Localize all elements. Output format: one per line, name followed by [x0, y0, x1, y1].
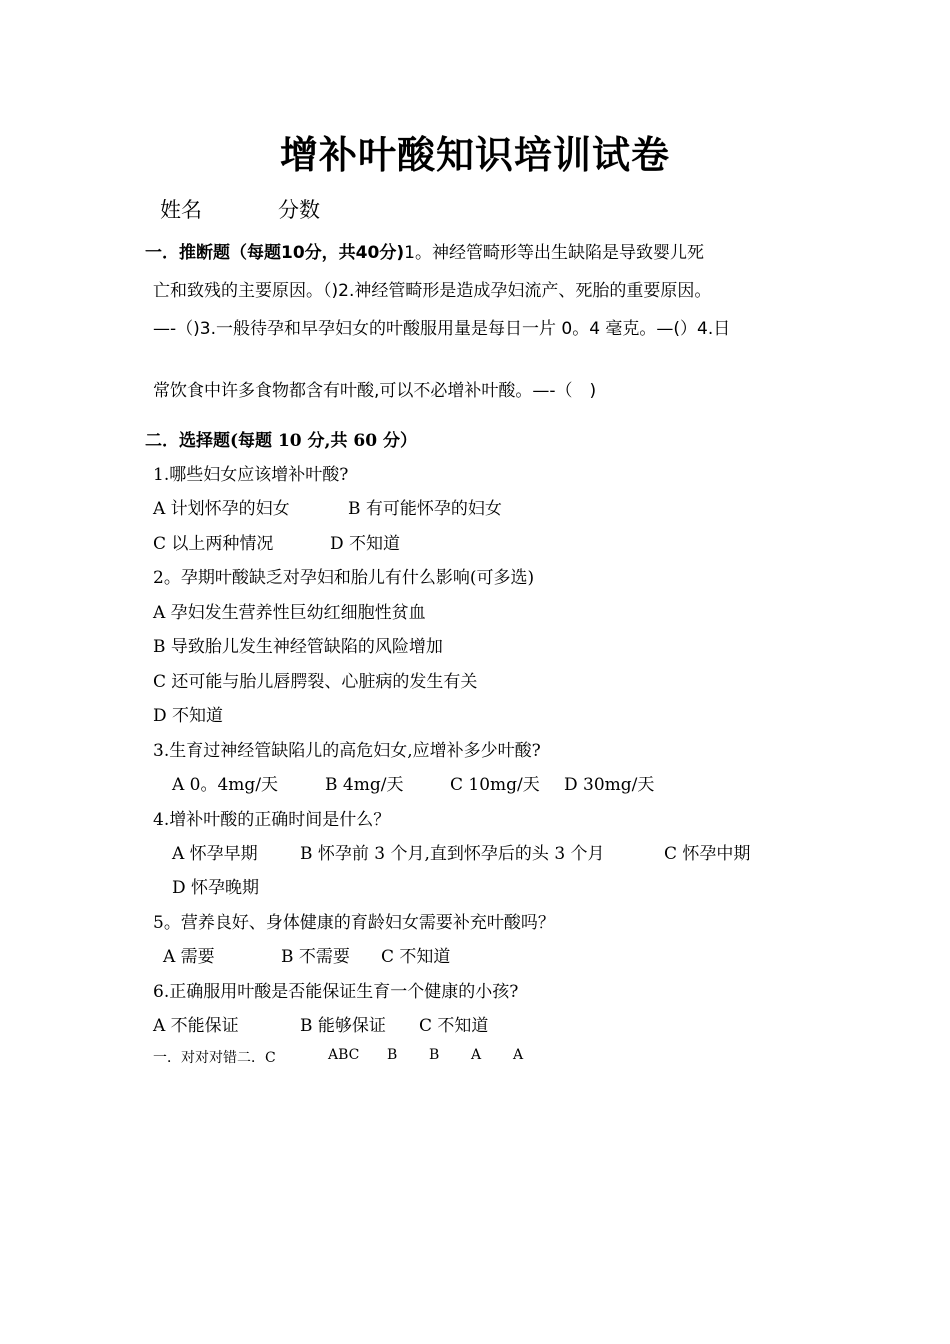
section1-line2: 亡和致残的主要原因。（)2.神经管畸形是造成孕妇流产、死胎的重要原因。 [153, 281, 712, 301]
name-label: 姓名 [160, 198, 202, 222]
q6-option-b: B 能够保证 [300, 1016, 386, 1036]
q1-option-a: A 计划怀孕的妇女 [153, 499, 290, 519]
section1-heading-end: 分) [379, 243, 405, 263]
q6-option-c: C 不知道 [419, 1016, 489, 1036]
section1-line3: —-（)3.一般待孕和早孕妇女的叶酸服用量是每日一片 0。4 毫克。—(）4.日 [153, 319, 731, 339]
q3-option-b: B 4mg/天 [325, 775, 404, 795]
section1-heading-total: 40 [355, 243, 380, 263]
q2-text: 2。孕期叶酸缺乏对孕妇和胎儿有什么影响(可多选) [153, 568, 535, 588]
q1-option-d: D 不知道 [330, 534, 401, 554]
q5-option-a: A 需要 [163, 947, 215, 967]
answer-key-prefix: 一．对对对错二．C [153, 1050, 276, 1066]
q3-option-a: A 0。4mg/天 [172, 775, 279, 795]
section2-heading: 二．选择题(每题 10 分,共 60 分） [145, 431, 417, 451]
q1-text: 1.哪些妇女应该增补叶酸? [153, 465, 349, 485]
section1-first-line [145, 238, 704, 263]
q1-option-c: C 以上两种情况 [153, 534, 274, 554]
section1-heading-mid: 分，共 [304, 243, 356, 263]
q5-text: 5。营养良好、身体健康的育龄妇女需要补充叶酸吗？ [153, 913, 555, 933]
section1-heading-points: 10 [281, 243, 305, 263]
q4-option-c: C 怀孕中期 [664, 844, 751, 864]
section1-line4: 常饮食中许多食物都含有叶酸,可以不必增补叶酸。—-（ ) [153, 381, 597, 401]
q6-option-a: A 不能保证 [153, 1016, 239, 1036]
section1-heading: 一．推断题（每题 [145, 243, 281, 263]
q5-option-b: B 不需要 [281, 947, 350, 967]
answer-key-item: ABC [328, 1047, 360, 1063]
q3-option-d: D 30mg/天 [564, 775, 655, 795]
q2-option-b: B 导致胎儿发生神经管缺陷的风险增加 [153, 637, 443, 657]
section1-q1-start: 1。神经管畸形等出生缺陷是导致婴儿死 [404, 243, 704, 263]
q4-text: 4.增补叶酸的正确时间是什么？ [153, 810, 391, 830]
q2-option-d: D 不知道 [153, 706, 224, 726]
answer-key-item: B [429, 1047, 440, 1063]
q5-option-c: C 不知道 [381, 947, 451, 967]
q3-text: 3.生育过神经管缺陷儿的高危妇女,应增补多少叶酸? [153, 741, 541, 761]
answer-key-item: A [513, 1047, 524, 1063]
answer-key-item: A [471, 1047, 482, 1063]
score-label: 分数 [278, 198, 320, 222]
q2-option-a: A 孕妇发生营养性巨幼红细胞性贫血 [153, 603, 426, 623]
q1-option-b: B 有可能怀孕的妇女 [348, 499, 502, 519]
q4-option-a: A 怀孕早期 [172, 844, 258, 864]
q4-option-d: D 怀孕晚期 [172, 878, 260, 898]
page-title: 增补叶酸知识培训试卷 [279, 132, 670, 177]
answer-key-item: B [387, 1047, 398, 1063]
q6-text: 6.正确服用叶酸是否能保证生育一个健康的小孩? [153, 982, 519, 1002]
q2-option-c: C 还可能与胎儿唇腭裂、心脏病的发生有关 [153, 672, 478, 692]
q4-option-b: B 怀孕前 3 个月,直到怀孕后的头 3 个月 [300, 844, 605, 864]
q3-option-c: C 10mg/天 [450, 775, 540, 795]
